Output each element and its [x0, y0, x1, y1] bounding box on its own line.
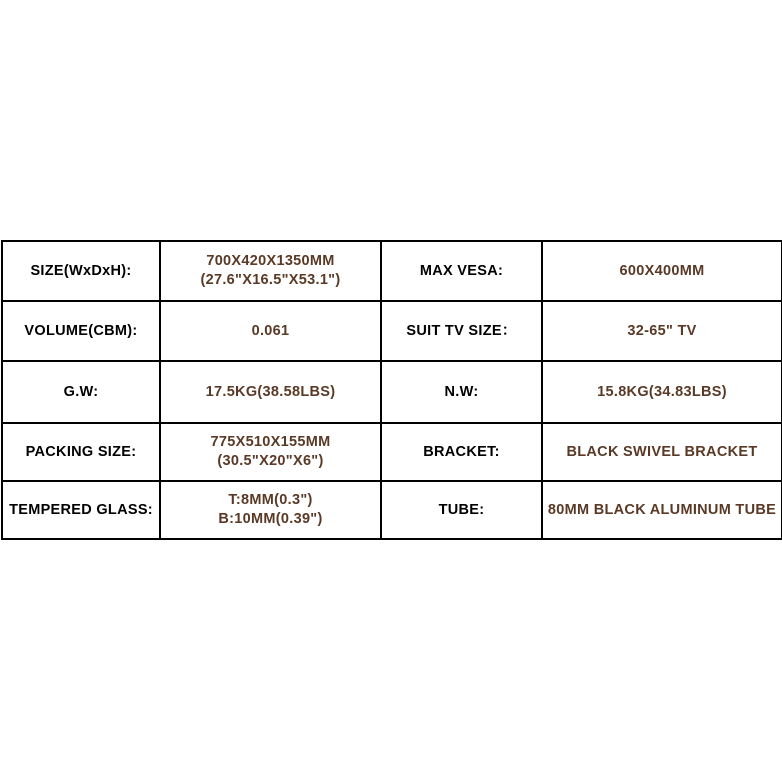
tube-value: 80MM BLACK ALUMINUM TUBE	[542, 481, 782, 539]
net-weight-label: N.W:	[381, 361, 542, 423]
tempered-glass-label: TEMPERED GLASS:	[2, 481, 160, 539]
volume-label: VOLUME(CBM):	[2, 301, 160, 361]
bracket-value: BLACK SWIVEL BRACKET	[542, 423, 782, 481]
suit-tv-size-value: 32-65" TV	[542, 301, 782, 361]
table-row	[2, 361, 782, 423]
bracket-label: BRACKET:	[381, 423, 542, 481]
volume-value: 0.061	[160, 301, 381, 361]
packing-size-value: 775X510X155MM (30.5"X20"X6")	[160, 423, 381, 481]
tempered-glass-value: T:8MM(0.3") B:10MM(0.39")	[160, 481, 381, 539]
gross-weight-label: G.W:	[2, 361, 160, 423]
table-row	[2, 301, 782, 361]
table-row	[2, 481, 782, 539]
size-label: SIZE(WxDxH):	[2, 241, 160, 301]
suit-tv-size-label: SUIT TV SIZE：	[381, 301, 542, 361]
net-weight-value: 15.8KG(34.83LBS)	[542, 361, 782, 423]
packing-size-label: PACKING SIZE:	[2, 423, 160, 481]
max-vesa-label: MAX VESA:	[381, 241, 542, 301]
max-vesa-value: 600X400MM	[542, 241, 782, 301]
table-row	[2, 423, 782, 481]
tube-label: TUBE:	[381, 481, 542, 539]
table-row	[2, 241, 782, 301]
size-value: 700X420X1350MM (27.6"X16.5"X53.1")	[160, 241, 381, 301]
spec-table	[1, 240, 782, 540]
gross-weight-value: 17.5KG(38.58LBS)	[160, 361, 381, 423]
